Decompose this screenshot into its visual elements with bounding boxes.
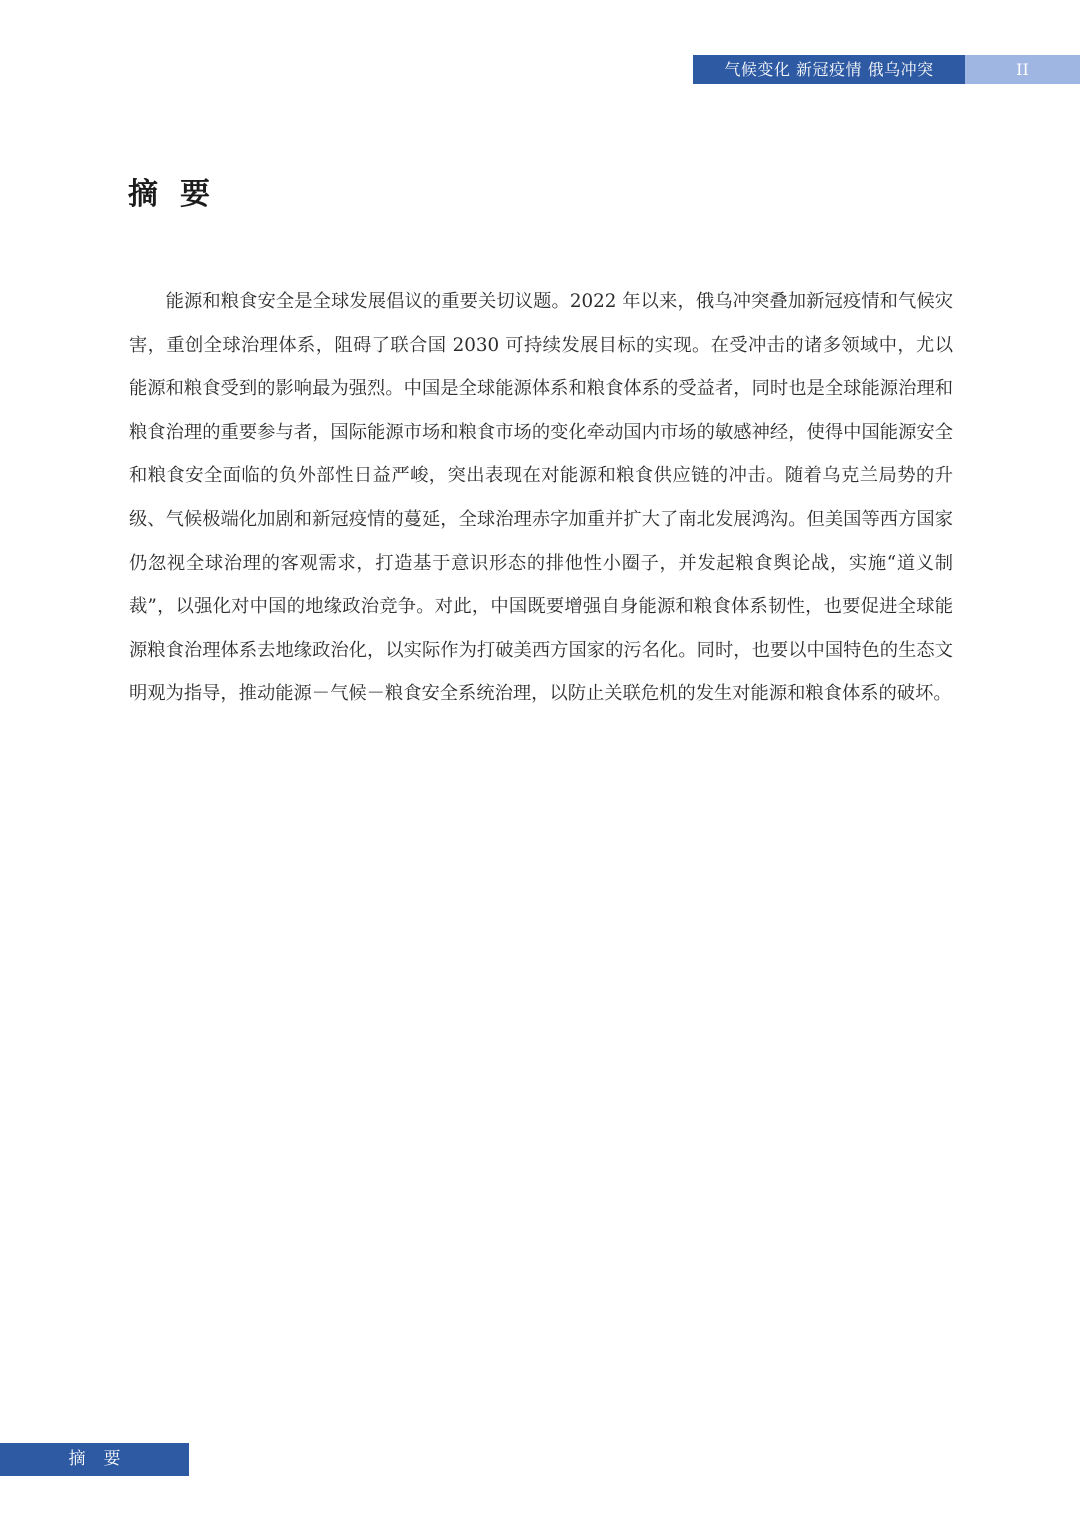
section-heading: 摘要 [128,177,232,212]
running-title: 气候变化 新冠疫情 俄乌冲突 [693,55,965,84]
abstract-paragraph: 能源和粮食安全是全球发展倡议的重要关切议题。2022 年以来，俄乌冲突叠加新冠疫情和气候灾害，重创全球治理体系，阻碍了联合国 2030 可持续发展目标的实现。在受冲击的诸多领域中，尤以能源和粮食受到的影响最为强烈。中国是全球能源体系和粮食体系的受益者，同时也是全球能源治理和粮食治理的重要参与者，国际能源市场和粮食市场的变化牵动国内市场的敏感神经，使得中国能源安全和粮食安全面临的负外部性日益严峻，突出表现在对能源和粮食供应链的冲击。随着乌克兰局势的升级、气候极端化加剧和新冠疫情的蔓延，全球治理赤字加重并扩大了南北发展鸿沟。但美国等西方国家仍忽视全球治理的客观需求，打造基于意识形态的排他性小圈子，并发起粮食舆论战，实施“道义制裁”，以强化对中国的地缘政治竞争。对此，中国既要增强自身能源和粮食体系韧性，也要促进全球能源粮食治理体系去地缘政治化，以实际作为打破美西方国家的污名化。同时，也要以中国特色的生态文明观为指导，推动能源－气候－粮食安全系统治理，以防止关联危机的发生对能源和粮食体系的破坏。 [129,291,953,705]
running-header [693,55,1080,84]
page-number: II [965,55,1080,84]
footer-section-tab: 摘要 [0,1443,189,1476]
